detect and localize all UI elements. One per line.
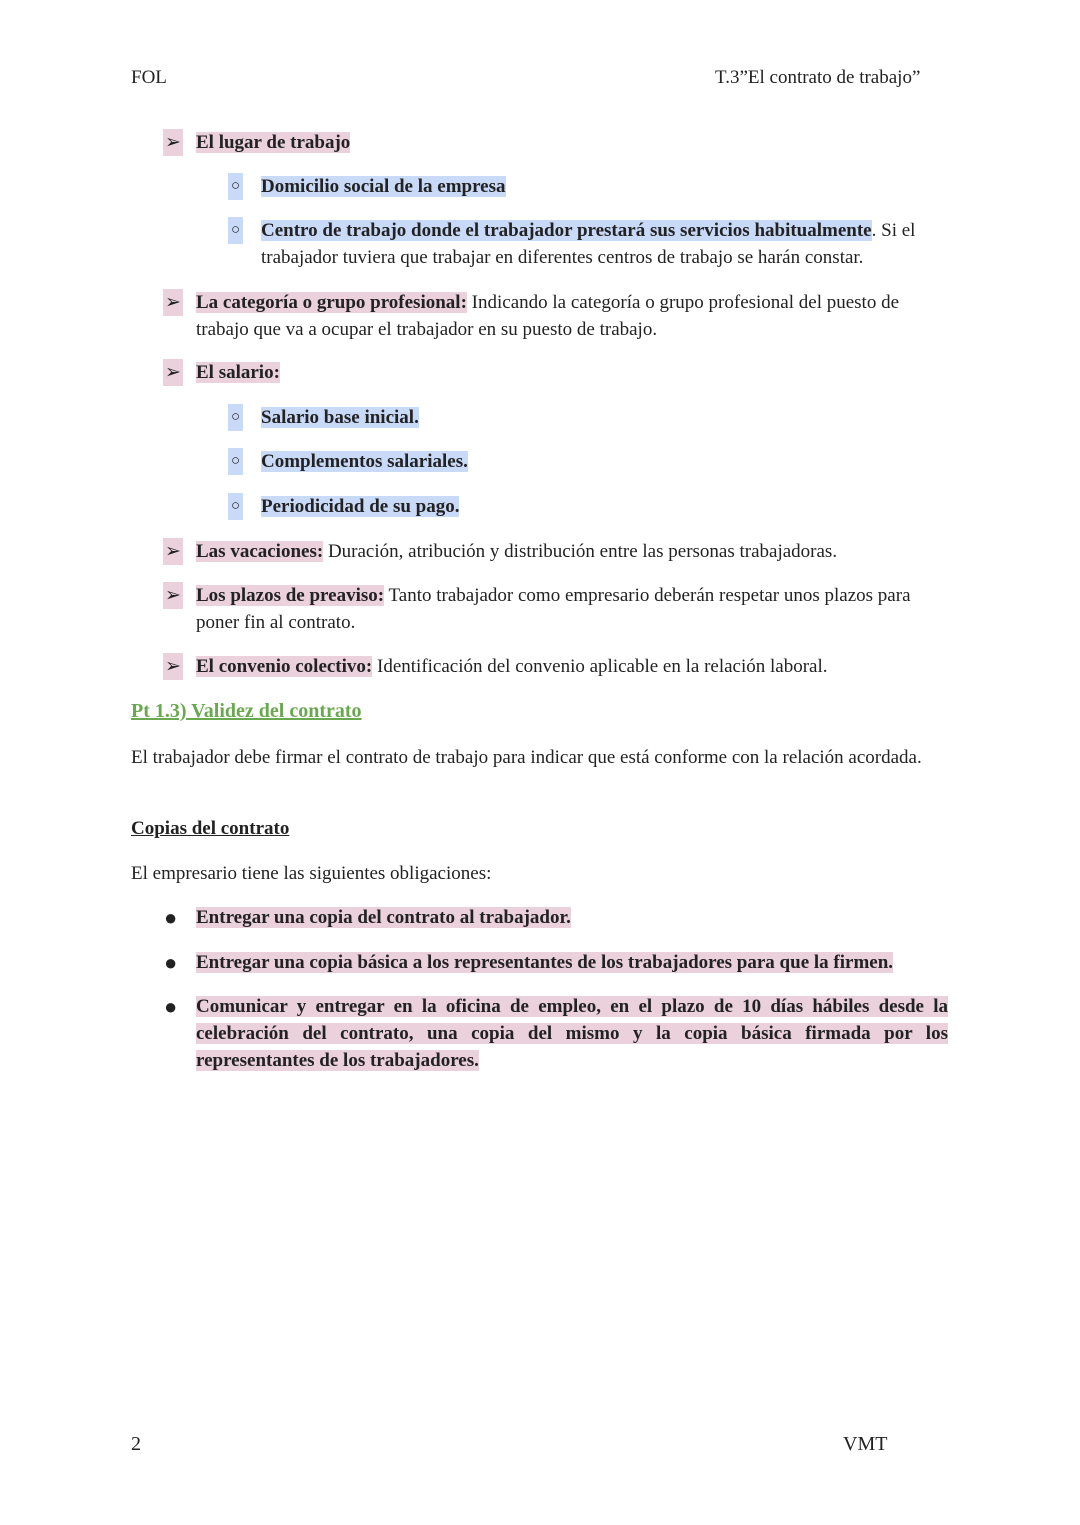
salario-item-3: Periodicidad de su pago. xyxy=(261,496,460,517)
circle-bullet-icon: ○ xyxy=(228,493,243,520)
categoria-item: La categoría o grupo profesional: Indicando la categoría o grupo profesional del puesto de trabajo que va a ocupar el trabajador en su puesto de trabajo. xyxy=(196,292,900,340)
salario-title: El salario: xyxy=(196,362,280,383)
page-number: 2 xyxy=(131,1433,141,1455)
section-heading-link[interactable]: Pt 1.3) Validez del contrato xyxy=(131,700,362,722)
salario-item-1: Salario base inicial. xyxy=(261,407,419,428)
arrow-bullet-icon: ➢ xyxy=(163,582,183,609)
vacaciones-item: Las vacaciones: Duración, atribución y distribución entre las personas trabajadoras. xyxy=(196,541,838,562)
circle-bullet-icon: ○ xyxy=(228,173,243,200)
header-right: T.3”El contrato de trabajo” xyxy=(715,67,921,88)
copias-subheading: Copias del contrato xyxy=(131,818,290,839)
arrow-bullet-icon: ➢ xyxy=(163,359,183,386)
validez-paragraph: El trabajador debe firmar el contrato de trabajo para indicar que está conforme con la relación acordada. xyxy=(131,747,922,768)
obligacion-1: Entregar una copia del contrato al trabajador. xyxy=(196,907,571,928)
circle-bullet-icon: ○ xyxy=(228,217,243,244)
circle-bullet-icon: ○ xyxy=(228,404,243,431)
arrow-bullet-icon: ➢ xyxy=(163,538,183,565)
arrow-bullet-icon: ➢ xyxy=(163,653,183,680)
lugar-title: El lugar de trabajo xyxy=(196,132,351,153)
preaviso-item: Los plazos de preaviso: Tanto trabajador como empresario deberán respetar unos plazos para poner fin al contrato. xyxy=(196,585,911,633)
convenio-item: El convenio colectivo: Identificación del convenio aplicable en la relación laboral. xyxy=(196,656,828,677)
circle-bullet-icon: ○ xyxy=(228,448,243,475)
salario-item-2: Complementos salariales. xyxy=(261,451,468,472)
lugar-sub1: Domicilio social de la empresa xyxy=(261,176,506,197)
bullet-dot-icon: ● xyxy=(164,905,178,930)
bullet-dot-icon: ● xyxy=(164,950,178,975)
header-left: FOL xyxy=(131,67,167,88)
arrow-bullet-icon: ➢ xyxy=(163,289,183,316)
lugar-sub2: Centro de trabajo donde el trabajador prestará sus servicios habitualmente. Si el trabajador tuviera que trabajar en diferentes centros de trabajo se harán constar. xyxy=(261,220,916,268)
obligacion-3: Comunicar y entregar en la oficina de empleo, en el plazo de 10 días hábiles desde la celebración del contrato, una copia del mismo y la copia básica firmada por los representantes de los trabajadores. xyxy=(196,996,948,1071)
footer-author: VMT xyxy=(843,1433,888,1455)
arrow-bullet-icon: ➢ xyxy=(163,129,183,156)
obligaciones-intro: El empresario tiene las siguientes obligaciones: xyxy=(131,863,492,884)
bullet-dot-icon: ● xyxy=(164,994,178,1019)
obligacion-2: Entregar una copia básica a los representantes de los trabajadores para que la firmen. xyxy=(196,952,894,973)
